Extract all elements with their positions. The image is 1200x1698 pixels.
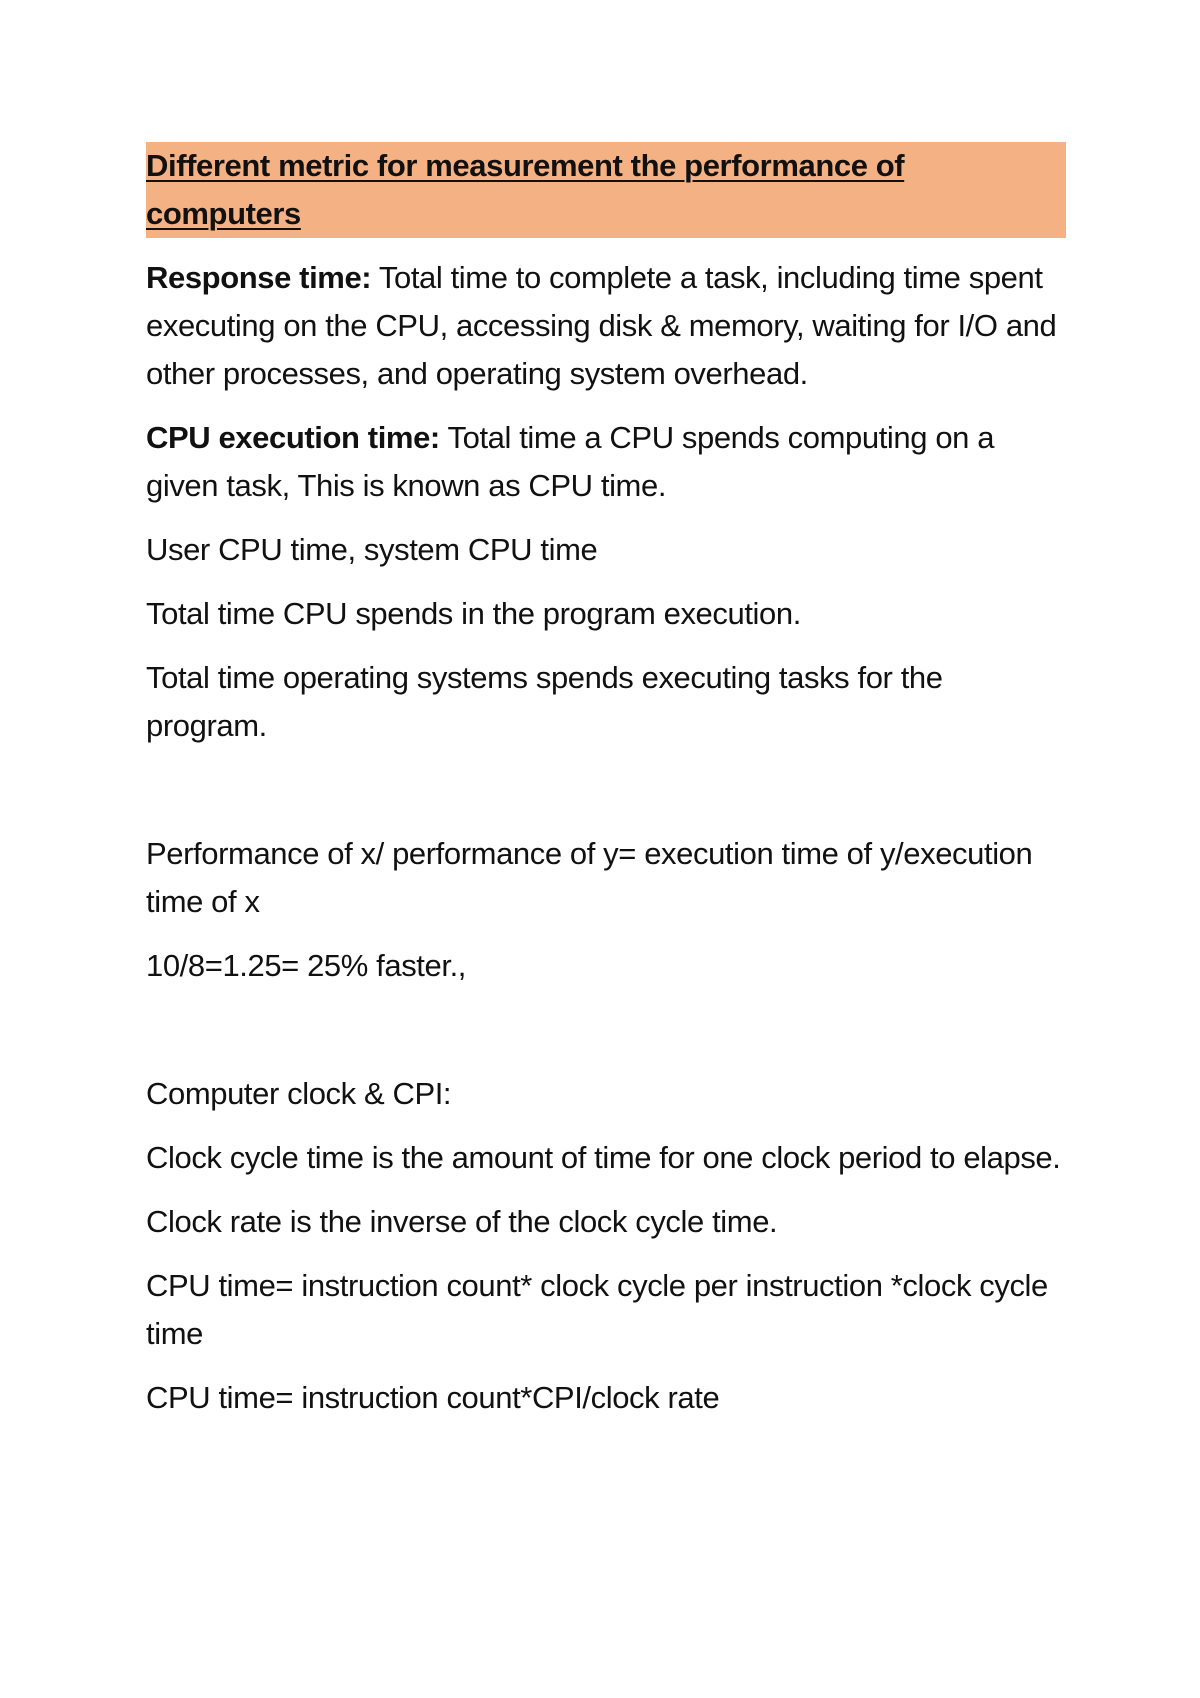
page-title: Different metric for measurement the performance of computers — [146, 142, 1066, 238]
clock-cycle-line: Clock cycle time is the amount of time for one clock period to elapse. — [146, 1140, 1061, 1175]
cpu-time-formula-1: CPU time= instruction count* clock cycle per instruction *clock cycle time — [146, 1268, 1048, 1351]
cpu-execution-time-paragraph — [146, 414, 1066, 510]
cpu-execution-time-term: CPU execution time: — [146, 420, 440, 455]
user-system-cpu-line: User CPU time, system CPU time — [146, 532, 598, 567]
example-line: 10/8=1.25= 25% faster., — [146, 948, 466, 983]
response-time-definition: Total time to complete a task, including time spent executing on the CPU, accessing disk & memory, waiting for I/O and other processes, and operating system overhead. — [146, 260, 1057, 391]
performance-ratio-line: Performance of x/ performance of y= execution time of y/execution time of x — [146, 836, 1033, 919]
cpu-time-formula-2: CPU time= instruction count*CPI/clock rate — [146, 1380, 720, 1415]
clock-heading-line: Computer clock & CPI: — [146, 1076, 452, 1111]
total-os-line: Total time operating systems spends executing tasks for the program. — [146, 660, 943, 743]
cpu-execution-time-definition: Total time a CPU spends computing on a given task, This is known as CPU time. — [146, 420, 995, 503]
response-time-term: Response time: — [146, 260, 372, 295]
response-time-paragraph — [146, 254, 1066, 398]
blank-line — [146, 1006, 1066, 1070]
clock-rate-line: Clock rate is the inverse of the clock cycle time. — [146, 1204, 778, 1239]
document-body — [146, 142, 1066, 1438]
total-cpu-line: Total time CPU spends in the program execution. — [146, 596, 801, 631]
blank-line — [146, 766, 1066, 830]
